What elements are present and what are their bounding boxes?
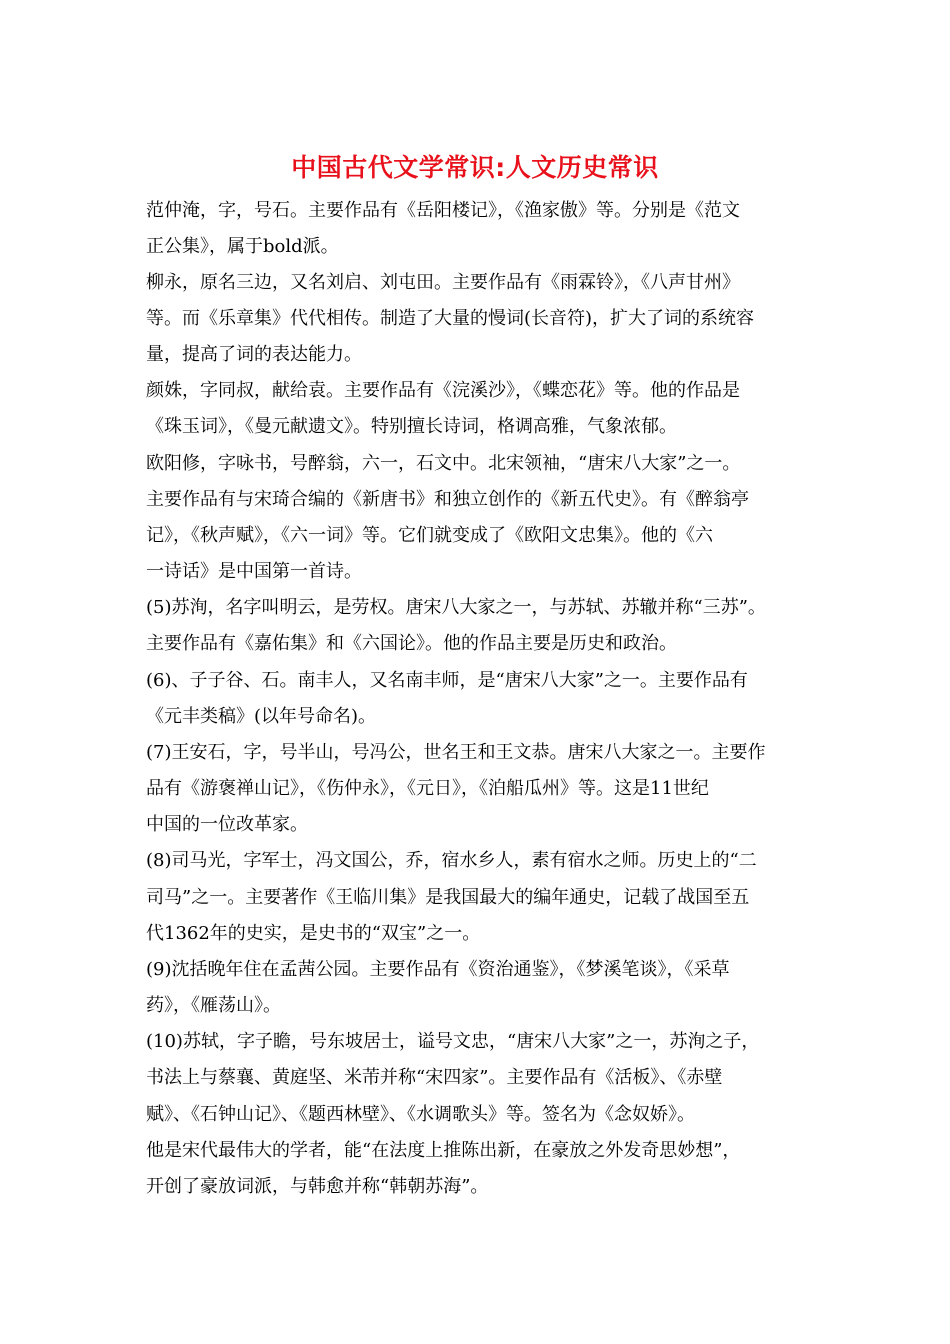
text-line: 等。而《乐章集》代代相传。制造了大量的慢词(长音符)，扩大了词的系统容 [146,308,755,329]
text-line: 中国的一位改革家。 [146,814,308,835]
text-line: 书法上与蔡襄、黄庭坚、米芾并称“宋四家”。主要作品有《活板》、《赤壁 [146,1067,723,1088]
text-line: (5)苏洵，名字叫明云，是劳权。唐宋八大家之一，与苏轼、苏辙并称“三苏”。 [146,597,766,618]
page-title: 中国古代文学常识:人文历史常识 [291,153,659,182]
text-line: 柳永，原名三边，又名刘启、刘屯田。主要作品有《雨霖铃》，《八声甘州》 [146,272,740,293]
text-line: 正公集》，属于bold派。 [146,236,339,257]
text-line: 颜姝，字同叔，献给袁。主要作品有《浣溪沙》，《蝶恋花》等。他的作品是 [146,380,740,401]
text-line: 赋》、《石钟山记》、《题西林壁》、《水调歌头》等。签名为《念奴娇》。 [146,1104,695,1125]
text-line: 主要作品有与宋琦合编的《新唐书》和独立创作的《新五代史》。有《醉翁亭 [146,489,749,510]
text-line: 代1362年的史实，是史书的“双宝”之一。 [146,923,481,944]
text-line: 欧阳修，字咏书，号醉翁，六一，石文中。北宋领袖，“唐宋八大家”之一。 [146,453,741,474]
text-line: 他是宋代最伟大的学者，能“在法度上推陈出新，在豪放之外发奇思妙想”， [146,1140,741,1161]
text-line: (6)、子子谷、石。南丰人，又名南丰师，是“唐宋八大家”之一。主要作品有 [146,670,748,691]
text-line: (7)王安石，字，号半山，号冯公，世名王和王文恭。唐宋八大家之一。主要作 [146,742,766,763]
text-line: 主要作品有《嘉佑集》和《六国论》。他的作品主要是历史和政治。 [146,633,677,654]
text-line: (8)司马光，字军士，冯文国公，乔，宿水乡人，素有宿水之师。历史上的“二 [146,850,757,871]
text-line: 《元丰类稿》(以年号命名)。 [146,706,377,727]
text-line: 品有《游褒禅山记》，《伤仲永》，《元日》，《泊船瓜州》等。这是11世纪 [146,778,709,799]
text-line: (10)苏轼，字子瞻，号东坡居士，谥号文忠，“唐宋八大家”之一，苏洵之子， [146,1031,760,1052]
text-line: 药》，《雁荡山》。 [146,995,281,1016]
text-line: 一诗话》是中国第一首诗。 [146,561,362,582]
text-line: 记》，《秋声赋》，《六一词》等。它们就变成了《欧阳文忠集》。他的《六 [146,525,713,546]
text-line: 量，提高了词的表达能力。 [146,344,362,365]
text-line: 范仲淹，字，号石。主要作品有《岳阳楼记》，《渔家傲》等。分别是《范文 [146,200,740,221]
text-line: 《珠玉词》，《曼元献遗文》。特别擅长诗词，格调高雅，气象浓郁。 [146,416,677,437]
text-line: 司马”之一。主要著作《王临川集》是我国最大的编年通史，记载了战国至五 [146,887,750,908]
text-line: 开创了豪放词派，与韩愈并称“韩朝苏海”。 [146,1176,489,1197]
text-line: (9)沈括晚年住在孟茜公园。主要作品有《资治通鉴》，《梦溪笔谈》，《采草 [146,959,730,980]
